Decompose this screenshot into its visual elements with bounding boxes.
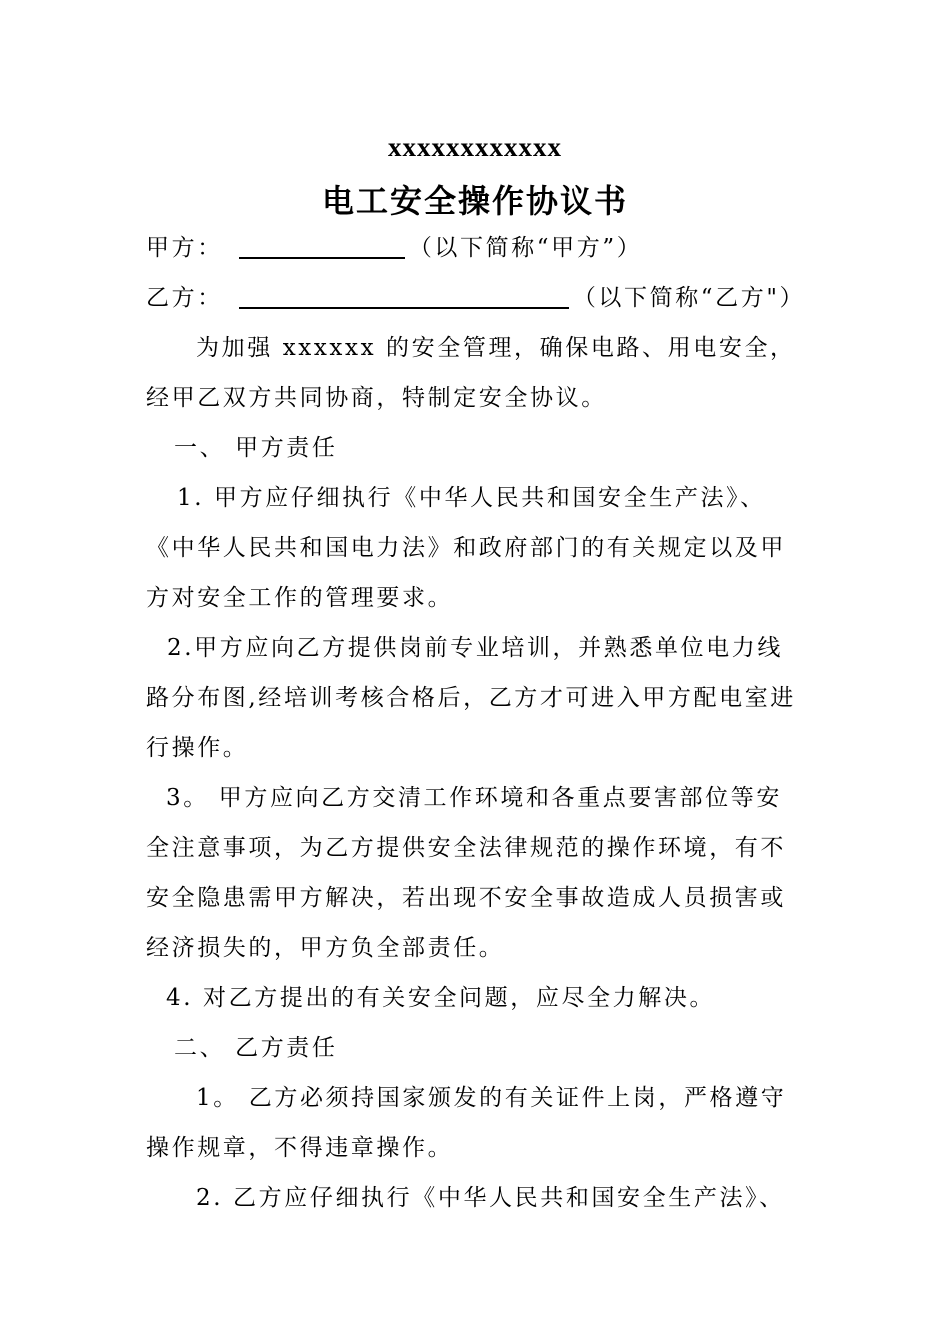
clause-line: 3。 甲方应向乙方交清工作环境和各重点要害部位等安: [166, 785, 782, 811]
section-heading: 二、 乙方责任: [174, 1035, 338, 1061]
clause-line: 方对安全工作的管理要求。: [146, 585, 454, 611]
clause-line: 路分布图,经培训考核合格后，乙方才可进入甲方配电室进: [146, 685, 796, 711]
clause-line: 经济损失的，甲方负全部责任。: [146, 935, 505, 961]
clause-line: 4. 对乙方提出的有关安全问题，应尽全力解决。: [166, 985, 716, 1011]
party-b-note: （以下简称“乙方"）: [572, 285, 806, 311]
party-a-line: [146, 233, 642, 263]
clause-line: 操作规章，不得违章操作。: [146, 1135, 454, 1161]
intro-line: 经甲乙双方共同协商，特制定安全协议。: [146, 385, 607, 411]
clause-line: 行操作。: [146, 735, 249, 761]
clause-line: 安全隐患需甲方解决，若出现不安全事故造成人员损害或: [146, 885, 786, 911]
party-a-blank: [239, 233, 405, 259]
party-b-line: [146, 283, 805, 313]
section-heading: 一、 甲方责任: [174, 435, 338, 461]
party-a-note: （以下简称“甲方”）: [408, 235, 643, 261]
party-b-label: 乙方：: [146, 285, 223, 311]
clause-line: 2. 乙方应仔细执行《中华人民共和国安全生产法》、: [196, 1185, 785, 1211]
party-a-label: 甲方：: [146, 235, 223, 261]
party-b-blank: [239, 283, 569, 309]
clause-line: 1. 甲方应仔细执行《中华人民共和国安全生产法》、: [177, 485, 766, 511]
organization-name: xxxxxxxxxxxx: [388, 132, 562, 162]
document-title: 电工安全操作协议书: [321, 182, 628, 220]
clause-line: 2.甲方应向乙方提供岗前专业培训，并熟悉单位电力线: [167, 635, 783, 661]
clause-line: 全注意事项，为乙方提供安全法律规范的操作环境，有不: [146, 835, 786, 861]
clause-line: 1。 乙方必须持国家颁发的有关证件上岗，严格遵守: [196, 1085, 787, 1111]
intro-line: 为加强 xxxxxx 的安全管理，确保电路、用电安全，: [196, 335, 796, 361]
clause-line: 《中华人民共和国电力法》和政府部门的有关规定以及甲: [146, 535, 786, 561]
